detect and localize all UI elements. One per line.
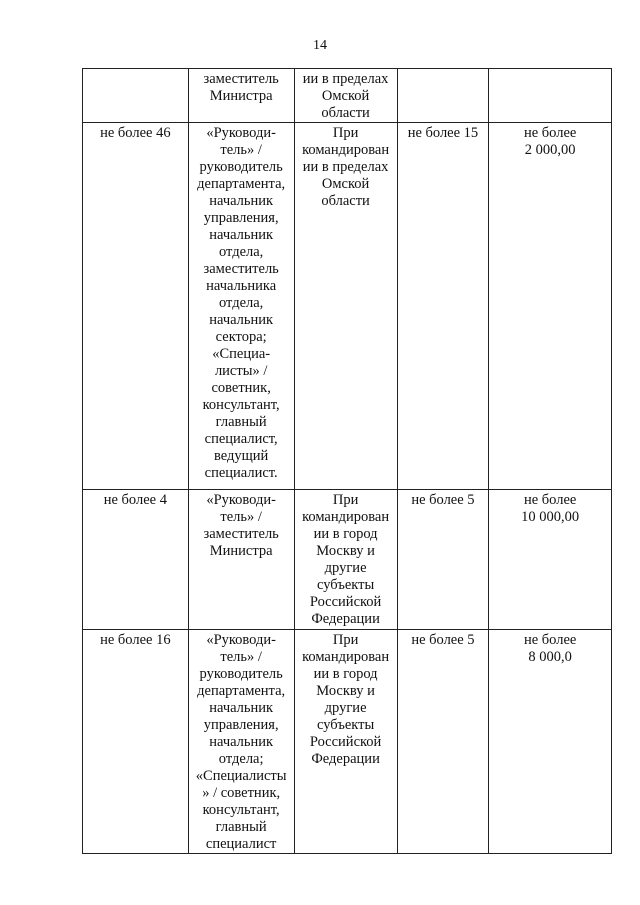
- amount-cell: [489, 69, 612, 123]
- employee-count-cell: не более 16: [83, 630, 189, 854]
- employee-count-cell: не более 46: [83, 123, 189, 490]
- amount-cell: не более 8 000,0: [489, 630, 612, 854]
- table-row: [83, 123, 612, 490]
- days-cell: не более 5: [397, 630, 489, 854]
- position-cell: «Руководи- тель» / руководитель департамента, начальник управления, начальник отдела; «Специалисты » / советник, консультант, главный специалист: [188, 630, 294, 854]
- trip-purpose-cell: ии в пределах Омской области: [294, 69, 397, 123]
- travel-expense-table: [82, 68, 612, 854]
- trip-purpose-cell: При командирован ии в город Москву и другие субъекты Российской Федерации: [294, 630, 397, 854]
- amount-cell: не более 10 000,00: [489, 490, 612, 630]
- employee-count-cell: не более 4: [83, 490, 189, 630]
- days-cell: не более 15: [397, 123, 489, 490]
- trip-purpose-cell: При командирован ии в город Москву и другие субъекты Российской Федерации: [294, 490, 397, 630]
- days-cell: [397, 69, 489, 123]
- position-cell: «Руководи- тель» / руководитель департамента, начальник управления, начальник отдела, заместитель начальника отдела, начальник сектора; «Специа- листы» / советник, консультант, главный специалист, ведущий специалист.: [188, 123, 294, 490]
- table-row: [83, 69, 612, 123]
- days-cell: не более 5: [397, 490, 489, 630]
- page-number: 14: [313, 38, 327, 53]
- trip-purpose-cell: При командирован ии в пределах Омской области: [294, 123, 397, 490]
- position-cell: «Руководи- тель» / заместитель Министра: [188, 490, 294, 630]
- position-cell: заместитель Министра: [188, 69, 294, 123]
- employee-count-cell: [83, 69, 189, 123]
- table-row: [83, 490, 612, 630]
- amount-cell: не более 2 000,00: [489, 123, 612, 490]
- table-row: [83, 630, 612, 854]
